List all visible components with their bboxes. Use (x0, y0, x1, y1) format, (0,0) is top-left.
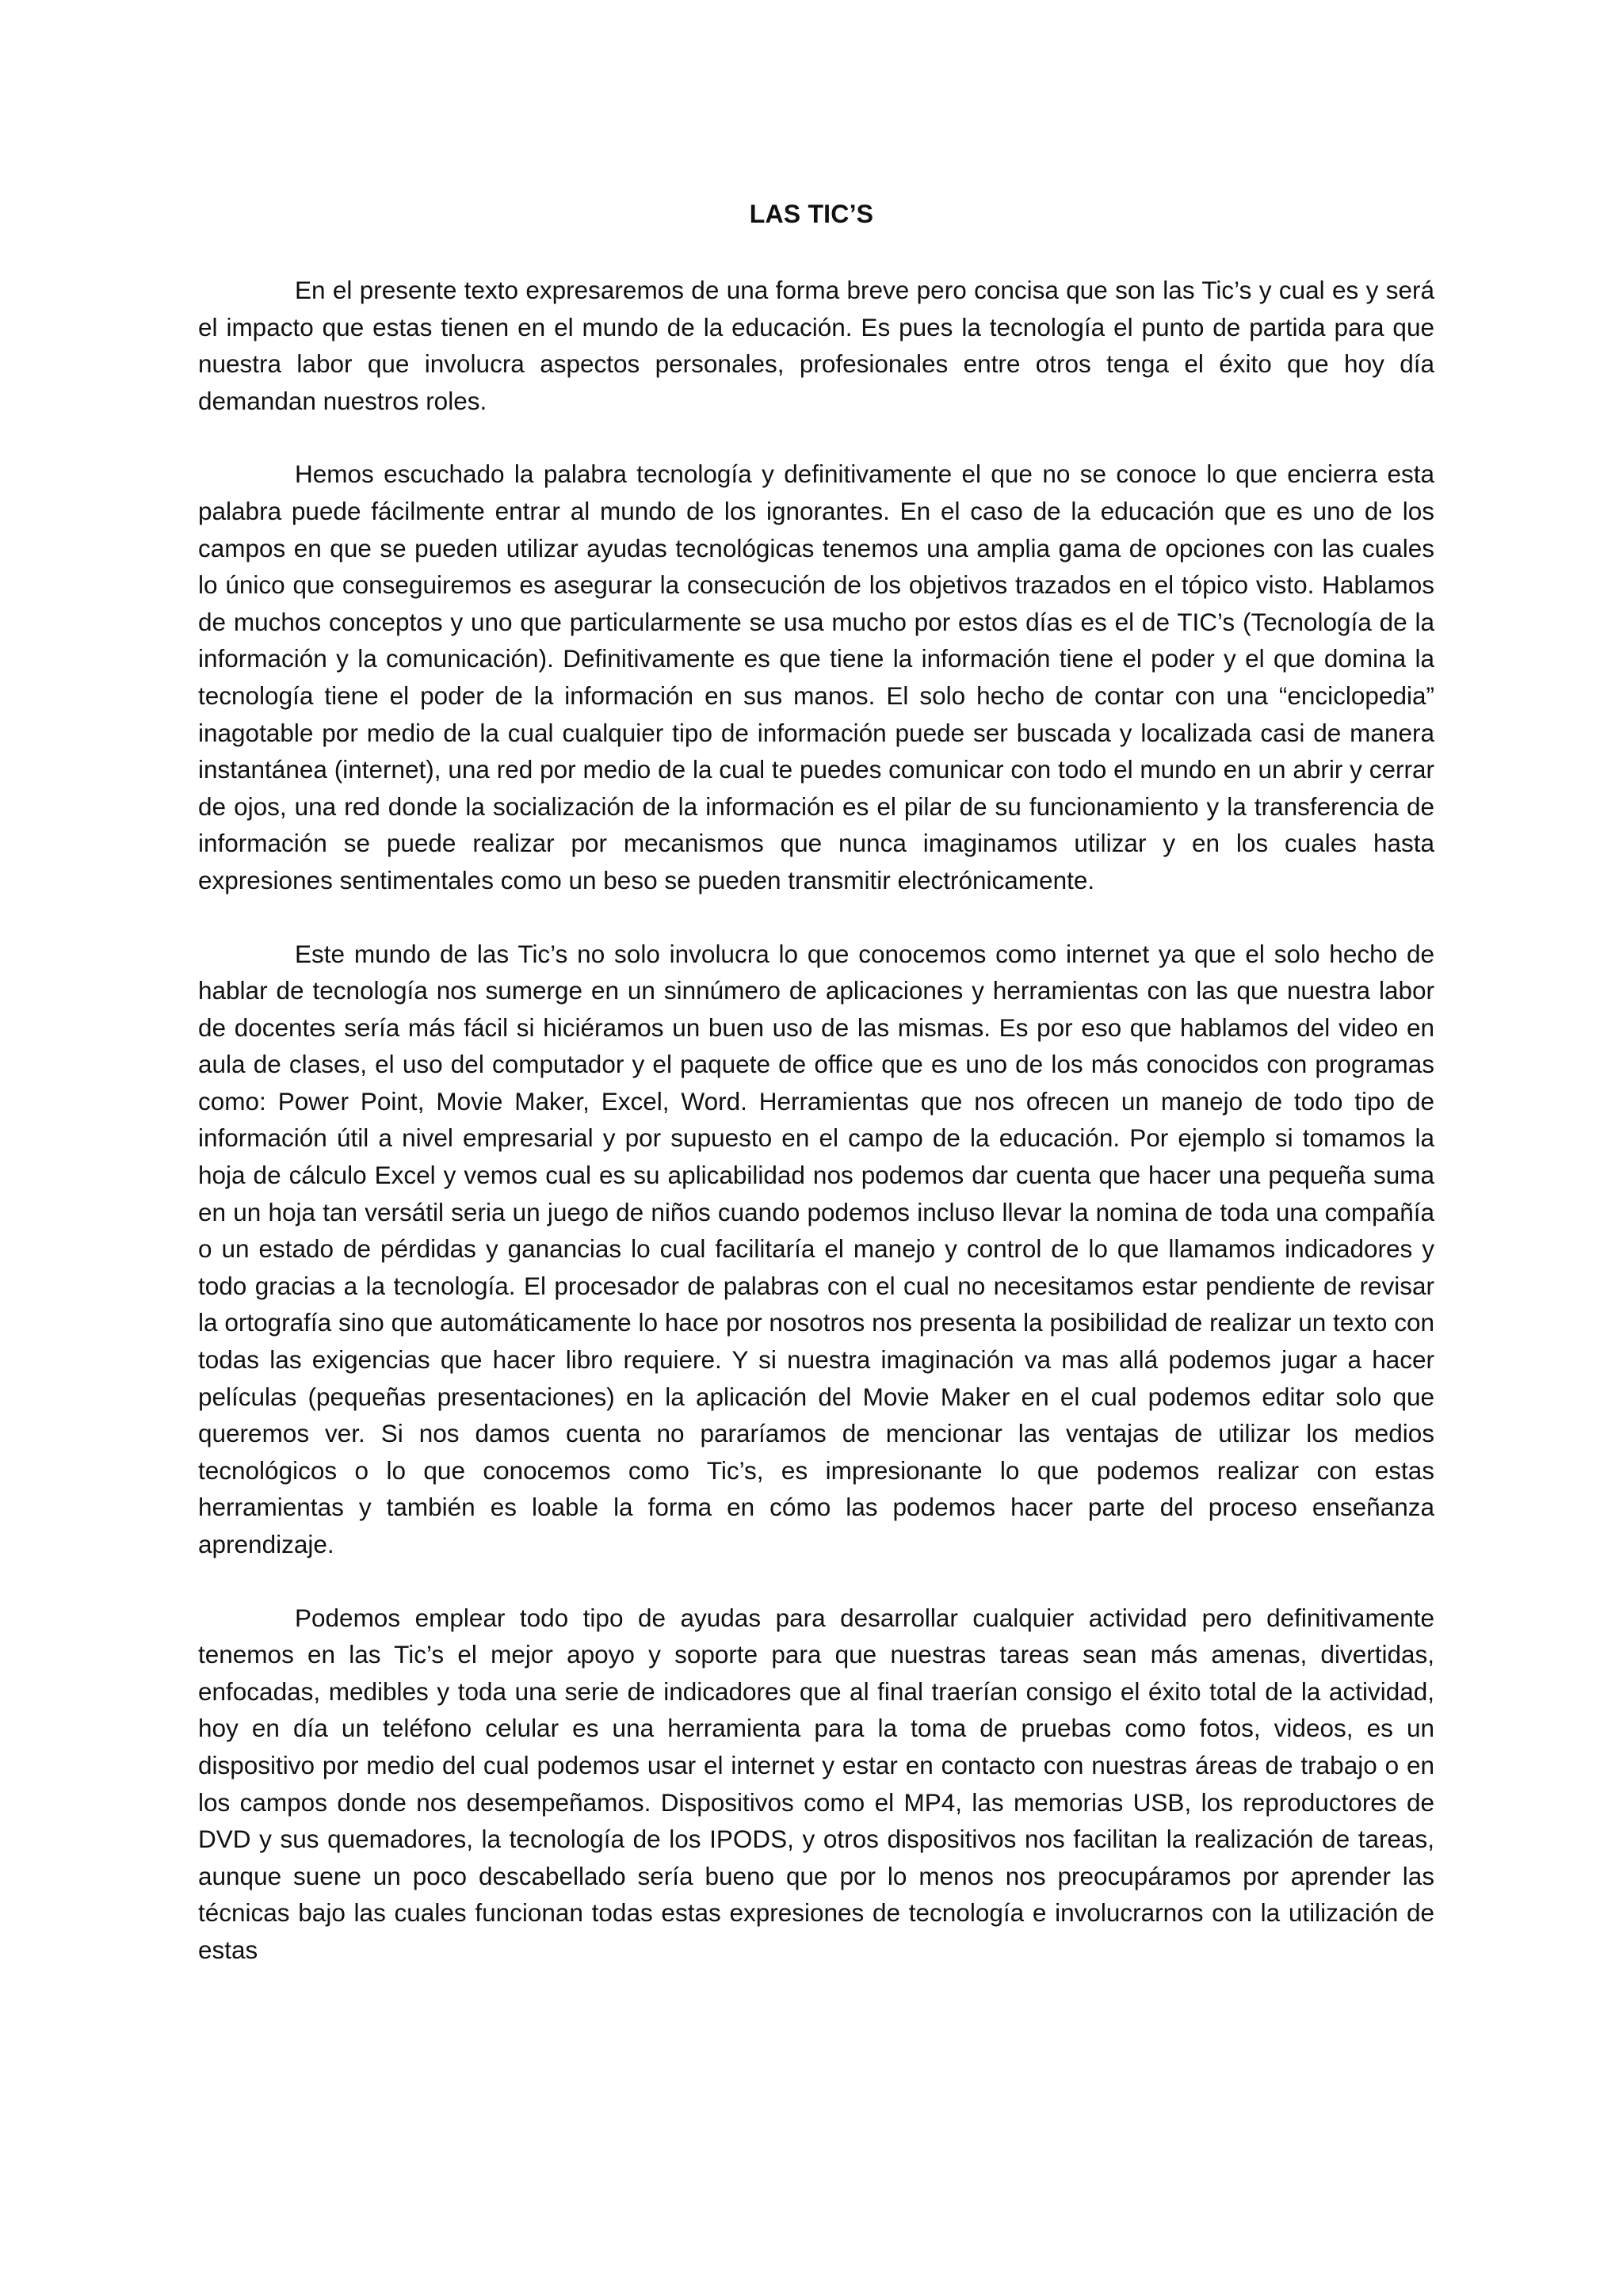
document-body (198, 272, 1434, 2005)
paragraph-1: En el presente texto expresaremos de una forma breve pero concisa que son las Tic’s y cual es y será el impacto que estas tienen en el mundo de la educación. Es pues la tecnología el punto de partida para que nuestra labor que involucra aspectos personales, profesionales entre otros tenga el éxito que hoy día demandan nuestros roles. (198, 276, 1434, 415)
paragraph-3: Este mundo de las Tic’s no solo involucra lo que conocemos como internet ya que el solo hecho de hablar de tecnología nos sumerge en un sinnúmero de aplicaciones y herramientas con las que nuestra labor de docentes sería más fácil si hiciéramos un buen uso de las mismas. Es por eso que hablamos del video en aula de clases, el uso del computador y el paquete de office que es uno de los más conocidos con programas como: Power Point, Movie Maker, Excel, Word. Herramientas que nos ofrecen un manejo de todo tipo de información útil a nivel empresarial y por supuesto en el campo de la educación. Por ejemplo si tomamos la hoja de cálculo Excel y vemos cual es su aplicabilidad nos podemos dar cuenta que hacer una pequeña suma en un hoja tan versátil seria un juego de niños cuando podemos incluso llevar la nomina de toda una compañía o un estado de pérdidas y ganancias lo cual facilitaría el manejo y control de lo que llamamos indicadores y todo gracias a la tecnología. El procesador de palabras con el cual no necesitamos estar pendiente de revisar la ortografía sino que automáticamente lo hace por nosotros nos presenta la posibilidad de realizar un texto con todas las exigencias que hacer libro requiere. Y si nuestra imaginación va mas allá podemos jugar a hacer películas (pequeñas presentaciones) en la aplicación del Movie Maker en el cual podemos editar solo que queremos ver. Si nos damos cuenta no pararíamos de mencionar las ventajas de utilizar los medios tecnológicos o lo que conocemos como Tic’s, es impresionante lo que podemos realizar con estas herramientas y también es loable la forma en cómo las podemos hacer parte del proceso enseñanza aprendizaje. (198, 939, 1434, 1558)
document-title: LAS TIC’S (749, 200, 874, 228)
paragraph-2: Hemos escuchado la palabra tecnología y definitivamente el que no se conoce lo que encierra esta palabra puede fácilmente entrar al mundo de los ignorantes. En el caso de la educación que es uno de los campos en que se pueden utilizar ayudas tecnológicas tenemos una amplia gama de opciones con las cuales lo único que conseguiremos es asegurar la consecución de los objetivos trazados en el tópico visto. Hablamos de muchos conceptos y uno que particularmente se usa mucho por estos días es el de TIC’s (Tecnología de la información y la comunicación). Definitivamente es que tiene la información tiene el poder y el que domina la tecnología tiene el poder de la información en sus manos. El solo hecho de contar con una “enciclopedia” inagotable por medio de la cual cualquier tipo de información puede ser buscada y localizada casi de manera instantánea (internet), una red por medio de la cual te puedes comunicar con todo el mundo en un abrir y cerrar de ojos, una red donde la socialización de la información es el pilar de su funcionamiento y la transferencia de información se puede realizar por mecanismos que nunca imaginamos utilizar y en los cuales hasta expresiones sentimentales como un beso se pueden transmitir electrónicamente. (198, 460, 1434, 894)
paragraph-4: Podemos emplear todo tipo de ayudas para desarrollar cualquier actividad pero definitivamente tenemos en las Tic’s el mejor apoyo y soporte para que nuestras tareas sean más amenas, divertidas, enfocadas, medibles y toda una serie de indicadores que al final traerían consigo el éxito total de la actividad, hoy en día un teléfono celular es una herramienta para la toma de pruebas como fotos, videos, es un dispositivo por medio del cual podemos usar el internet y estar en contacto con nuestras áreas de trabajo o en los campos donde nos desempeñamos. Dispositivos como el MP4, las memorias USB, los reproductores de DVD y sus quemadores, la tecnología de los IPODS, y otros dispositivos nos facilitan la realización de tareas, aunque suene un poco descabellado sería bueno que por lo menos nos preocupáramos por aprender las técnicas bajo las cuales funcionan todas estas expresiones de tecnología e involucrarnos con la utilización de estas (198, 1603, 1434, 1964)
